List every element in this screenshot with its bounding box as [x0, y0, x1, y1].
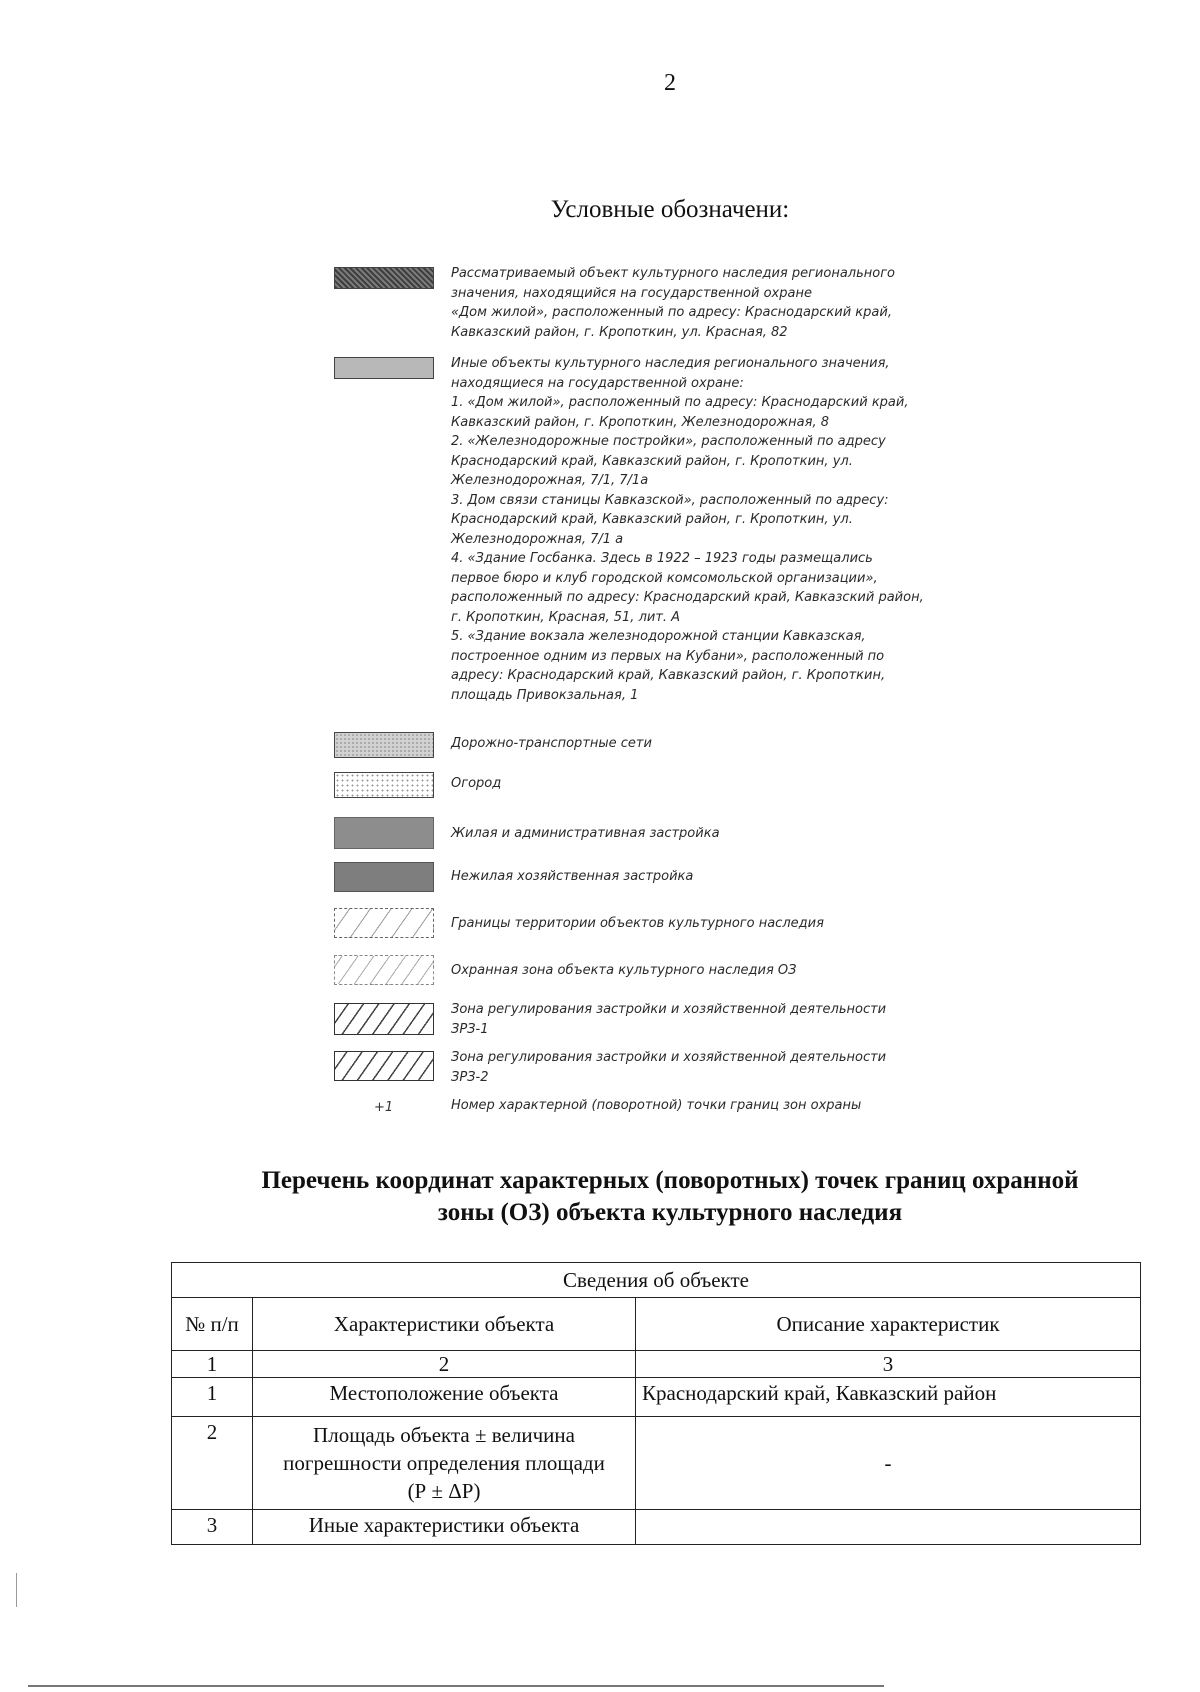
zrz-1-swatch: [334, 1003, 434, 1035]
garden-swatch: [334, 772, 434, 798]
legend-text: Иные объекты культурного наследия регионального значения, находящиеся на государственной охране: 1. «Дом жилой», расположенный по адресу: Краснодарский край, Кавказский район, г. Кропоткин, Железнодорожная, 8 2. «Железнодорожные постройки», расположенный по адресу Краснодарский край, Кавказский район, г. Кропоткин, ул. Железнодорожная, 7/1, 7/1а 3. Дом связи станицы Кавказской», расположенный по адресу: Краснодарский край, Кавказский район, г. Кропоткин, ул. Железнодорожная, 7/1 а 4. «Здание Госбанка. Здесь в 1922 – 1923 годы размещались первое бюро и клуб городской комсомольской организации», расположенный по адресу: Краснодарский край, Кавказский район, г. Кропоткин, Красная, 51, лит. А 5. «Здание вокзала железнодорожной станции Кавказская, построенное одним из первых на Кубани», расположенный по адресу: Краснодарский край, Кавказский район, г. Кропоткин, площадь Привокзальная, 1: [451, 356, 924, 703]
legend-text: Охранная зона объекта культурного наследия ОЗ: [451, 963, 797, 978]
row-number: 3: [172, 1510, 253, 1545]
residential-swatch: [334, 817, 434, 849]
section-heading: Перечень координат характерных (поворотных) точек границ охранной зоны (ОЗ) объекта культурного наследия: [261, 1167, 1079, 1226]
row-number: 1: [172, 1378, 253, 1417]
row-number: 2: [172, 1417, 253, 1510]
bottom-rule: [28, 1685, 884, 1687]
table-row: [172, 1378, 1141, 1417]
row-characteristic: Местоположение объекта: [253, 1378, 636, 1417]
col-number: 2: [253, 1351, 636, 1378]
other-heritage-swatch: [334, 357, 434, 379]
legend-text: Границы территории объектов культурного наследия: [451, 916, 824, 931]
protection-zone-swatch: [334, 955, 434, 985]
row-characteristic: Иные характеристики объекта: [253, 1510, 636, 1545]
legend-text: Зона регулирования застройки и хозяйственной деятельности ЗРЗ-2: [451, 1050, 887, 1085]
legend-text: Номер характерной (поворотной) точки границ зон охраны: [451, 1098, 862, 1113]
legend-text: Жилая и административная застройка: [451, 826, 720, 841]
row-description: [636, 1510, 1141, 1545]
table-row: [172, 1417, 1141, 1510]
heritage-object-swatch: [334, 267, 434, 289]
table-caption-row: [172, 1263, 1141, 1298]
header-description: Описание характеристик: [636, 1298, 1141, 1351]
table-caption: Сведения об объекте: [172, 1263, 1141, 1298]
col-number: 3: [636, 1351, 1141, 1378]
object-info-table: [171, 1262, 1141, 1545]
table-row: [172, 1510, 1141, 1545]
col-number: 1: [172, 1351, 253, 1378]
column-number-row: [172, 1351, 1141, 1378]
row-description: -: [636, 1417, 1141, 1510]
scan-margin-mark: [16, 1573, 17, 1607]
page-number: 2: [664, 70, 676, 96]
row-characteristic: Площадь объекта ± величина погрешности определения площади (Р ± ΔР): [253, 1417, 636, 1510]
roads-swatch: [334, 732, 434, 758]
heritage-boundary-swatch: [334, 908, 434, 938]
legend-title: Условные обозначени:: [550, 196, 790, 223]
table-header-row: [172, 1298, 1141, 1351]
row-description: Краснодарский край, Кавказский район: [636, 1378, 1141, 1417]
zrz-2-swatch: [334, 1051, 434, 1081]
header-characteristics: Характеристики объекта: [253, 1298, 636, 1351]
legend-text: Нежилая хозяйственная застройка: [451, 869, 694, 884]
legend-text: Дорожно-транспортные сети: [451, 736, 652, 751]
header-number: № п/п: [172, 1298, 253, 1351]
legend-text: Огород: [451, 776, 502, 791]
nonresidential-swatch: [334, 862, 434, 892]
turning-point-marker: +1: [374, 1100, 394, 1115]
legend-text: Зона регулирования застройки и хозяйственной деятельности ЗРЗ-1: [451, 1002, 887, 1037]
legend-text: Рассматриваемый объект культурного наследия регионального значения, находящийся на государственной охране «Дом жилой», расположенный по адресу: Краснодарский край, Кавказский район, г. Кропоткин, ул. Красная, 82: [451, 266, 896, 340]
